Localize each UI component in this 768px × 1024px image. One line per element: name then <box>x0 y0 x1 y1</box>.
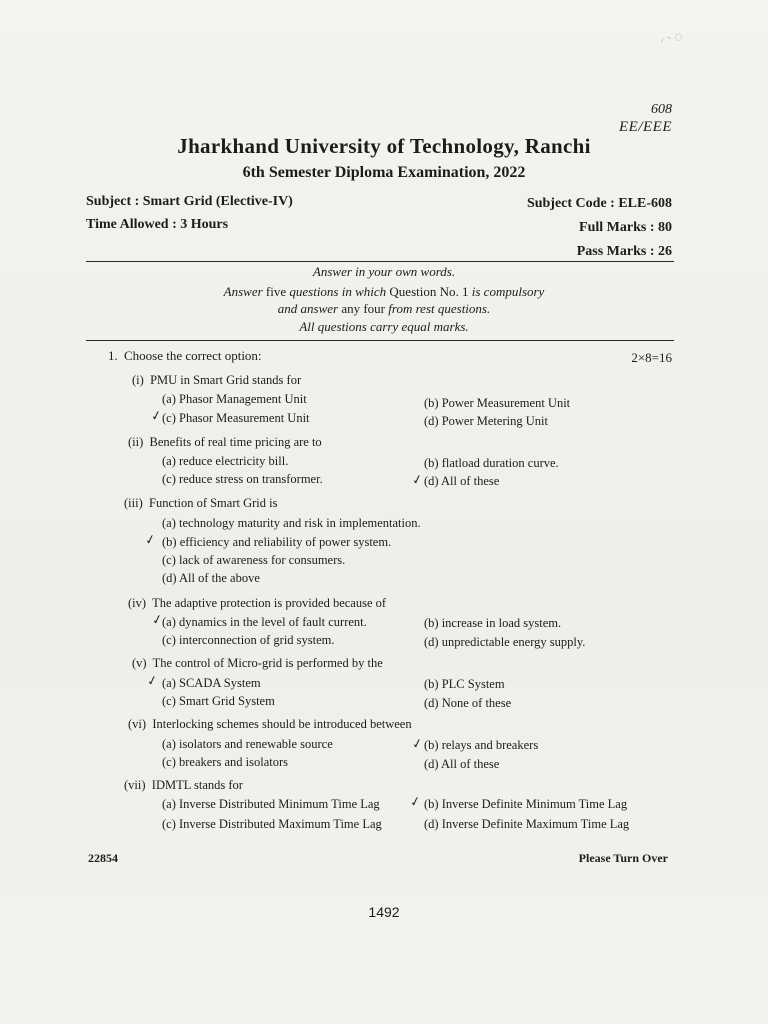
option-4d: (d) unpredictable energy supply. <box>424 635 586 649</box>
paper-serial-code: 22854 <box>88 851 118 865</box>
subquestion-1: (i) PMU in Smart Grid stands for <box>132 373 302 387</box>
instructions-divider <box>86 340 674 341</box>
option-2a: (a) reduce electricity bill. <box>162 454 289 468</box>
handwritten-tick-icon: ✓ <box>149 408 164 425</box>
subquestion-6: (vi) Interlocking schemes should be introduced between <box>128 717 412 731</box>
option-6a: (a) isolators and renewable source <box>162 737 333 751</box>
option-3c: (c) lack of awareness for consumers. <box>162 553 346 567</box>
option-3b: (b) efficiency and reliability of power system. <box>162 535 392 549</box>
time-allowed: Time Allowed : 3 Hours <box>86 217 229 232</box>
question-text: Choose the correct option: <box>124 348 262 363</box>
option-2b: (b) flatload duration curve. <box>424 456 559 470</box>
option-2c: (c) reduce stress on transformer. <box>162 472 323 486</box>
handwritten-tick-icon: ✓ <box>143 532 158 549</box>
option-5d: (d) None of these <box>424 696 512 710</box>
instruction-line-4: All questions carry equal marks. <box>299 319 469 334</box>
question-number: 1. <box>108 348 118 363</box>
option-7a: (a) Inverse Distributed Minimum Time Lag <box>162 797 380 811</box>
paper-code: 608 <box>651 102 672 117</box>
subject-code: Subject Code : ELE-608 <box>526 196 672 211</box>
subquestion-3: (iii) Function of Smart Grid is <box>124 496 278 510</box>
subquestion-5: (v) The control of Micro-grid is performed by the <box>132 656 383 670</box>
option-1a: (a) Phasor Management Unit <box>162 392 307 406</box>
option-3a: (a) technology maturity and risk in implementation. <box>162 516 421 530</box>
option-6d: (d) All of these <box>424 757 500 771</box>
university-title: Jharkhand University of Technology, Ranchi <box>177 134 591 158</box>
option-4c: (c) interconnection of grid system. <box>162 633 335 647</box>
pass-marks: Pass Marks : 26 <box>576 244 672 259</box>
subquestion-7: (vii) IDMTL stands for <box>124 778 243 792</box>
full-marks: Full Marks : 80 <box>579 220 672 235</box>
instruction-line-2: Answer five questions in which Question No. 1 is compulsory <box>223 284 545 299</box>
option-7c: (c) Inverse Distributed Maximum Time Lag <box>162 817 382 831</box>
question-marks: 2×8=16 <box>631 350 672 365</box>
subquestion-4: (iv) The adaptive protection is provided because of <box>128 596 387 610</box>
option-1b: (b) Power Measurement Unit <box>424 396 571 410</box>
handwritten-tick-icon: ✓ <box>410 472 425 489</box>
option-1c: (c) Phasor Measurement Unit <box>162 411 310 425</box>
please-turn-over: Please Turn Over <box>578 851 668 865</box>
option-5a: (a) SCADA System <box>162 676 261 690</box>
option-4b: (b) increase in load system. <box>424 616 562 630</box>
branch: EE/EEE <box>619 119 672 135</box>
header-divider <box>86 261 674 262</box>
instruction-line-3: and answer any four from rest questions. <box>277 301 491 316</box>
option-5c: (c) Smart Grid System <box>162 694 275 708</box>
handwritten-tick-icon: ✓ <box>408 794 423 811</box>
subquestion-2: (ii) Benefits of real time pricing are to <box>128 435 322 449</box>
corner-pencil-mark-icon: ⸍ ⸌ ◌ <box>659 31 685 49</box>
option-7d: (d) Inverse Definite Maximum Time Lag <box>424 817 630 831</box>
handwritten-tick-icon: ✓ <box>150 612 165 629</box>
option-4a: (a) dynamics in the level of fault current. <box>162 615 367 629</box>
option-6b: (b) relays and breakers <box>424 738 539 752</box>
option-5b: (b) PLC System <box>424 677 505 691</box>
exam-title: 6th Semester Diploma Examination, 2022 <box>242 164 526 181</box>
option-6c: (c) breakers and isolators <box>162 755 288 769</box>
handwritten-tick-icon: ✓ <box>410 736 425 753</box>
option-3d: (d) All of the above <box>162 571 260 585</box>
instruction-line-1: Answer in your own words. <box>312 264 456 279</box>
subject-name: Subject : Smart Grid (Elective-IV) <box>86 194 293 209</box>
option-1d: (d) Power Metering Unit <box>424 414 548 428</box>
handwritten-tick-icon: ✓ <box>145 673 160 690</box>
page-stamp-number: 1492 <box>368 904 400 920</box>
option-2d: (d) All of these <box>424 474 500 488</box>
option-7b: (b) Inverse Definite Minimum Time Lag <box>424 797 628 811</box>
